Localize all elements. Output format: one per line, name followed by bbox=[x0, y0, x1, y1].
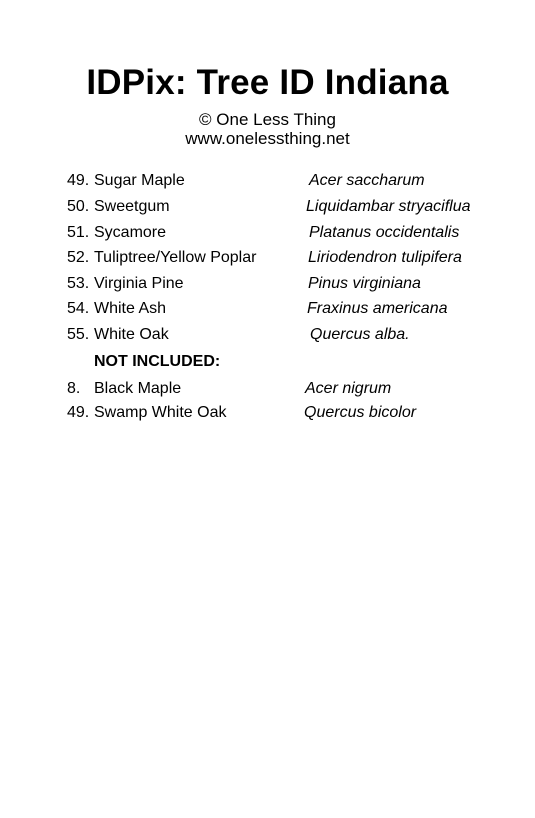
species-latin-name: Pinus virginiana bbox=[308, 275, 421, 292]
species-number: 53. bbox=[67, 275, 90, 292]
species-row bbox=[0, 402, 535, 424]
species-row bbox=[0, 273, 535, 295]
species-common-name: Black Maple bbox=[94, 380, 182, 397]
page-title: IDPix: Tree ID Indiana bbox=[86, 63, 449, 102]
species-latin-name: Platanus occidentalis bbox=[309, 224, 460, 241]
species-row bbox=[0, 170, 535, 192]
species-common-name: Sweetgum bbox=[94, 198, 170, 215]
not-included-heading: NOT INCLUDED: bbox=[94, 353, 221, 370]
species-number: 50. bbox=[67, 198, 90, 215]
species-row bbox=[0, 298, 535, 320]
species-number: 51. bbox=[67, 224, 90, 241]
species-common-name: Sugar Maple bbox=[94, 172, 185, 189]
species-latin-name: Quercus alba. bbox=[310, 326, 410, 343]
species-latin-name: Fraxinus americana bbox=[307, 300, 448, 317]
species-row bbox=[0, 324, 535, 346]
species-latin-name: Quercus bicolor bbox=[304, 404, 417, 421]
species-common-name: Tuliptree/Yellow Poplar bbox=[94, 249, 257, 266]
species-number: 54. bbox=[67, 300, 90, 317]
species-common-name: Swamp White Oak bbox=[94, 404, 227, 421]
species-row bbox=[0, 222, 535, 244]
species-latin-name: Liriodendron tulipifera bbox=[308, 249, 462, 266]
species-common-name: Sycamore bbox=[94, 224, 167, 241]
species-common-name: White Ash bbox=[94, 300, 167, 317]
species-latin-name: Acer nigrum bbox=[305, 380, 392, 397]
species-row bbox=[0, 378, 535, 400]
copyright-line: © One Less Thing bbox=[199, 110, 336, 129]
website-line: www.onelessthing.net bbox=[185, 129, 350, 148]
species-number: 49. bbox=[67, 172, 90, 189]
species-number: 55. bbox=[67, 326, 90, 343]
species-row bbox=[0, 196, 535, 218]
species-latin-name: Liquidambar stryaciflua bbox=[306, 198, 471, 215]
species-row bbox=[0, 247, 535, 269]
species-latin-name: Acer saccharum bbox=[309, 172, 425, 189]
species-number: 8. bbox=[67, 380, 81, 397]
species-common-name: Virginia Pine bbox=[94, 275, 184, 292]
species-number: 49. bbox=[67, 404, 90, 421]
species-common-name: White Oak bbox=[94, 326, 169, 343]
species-number: 52. bbox=[67, 249, 90, 266]
